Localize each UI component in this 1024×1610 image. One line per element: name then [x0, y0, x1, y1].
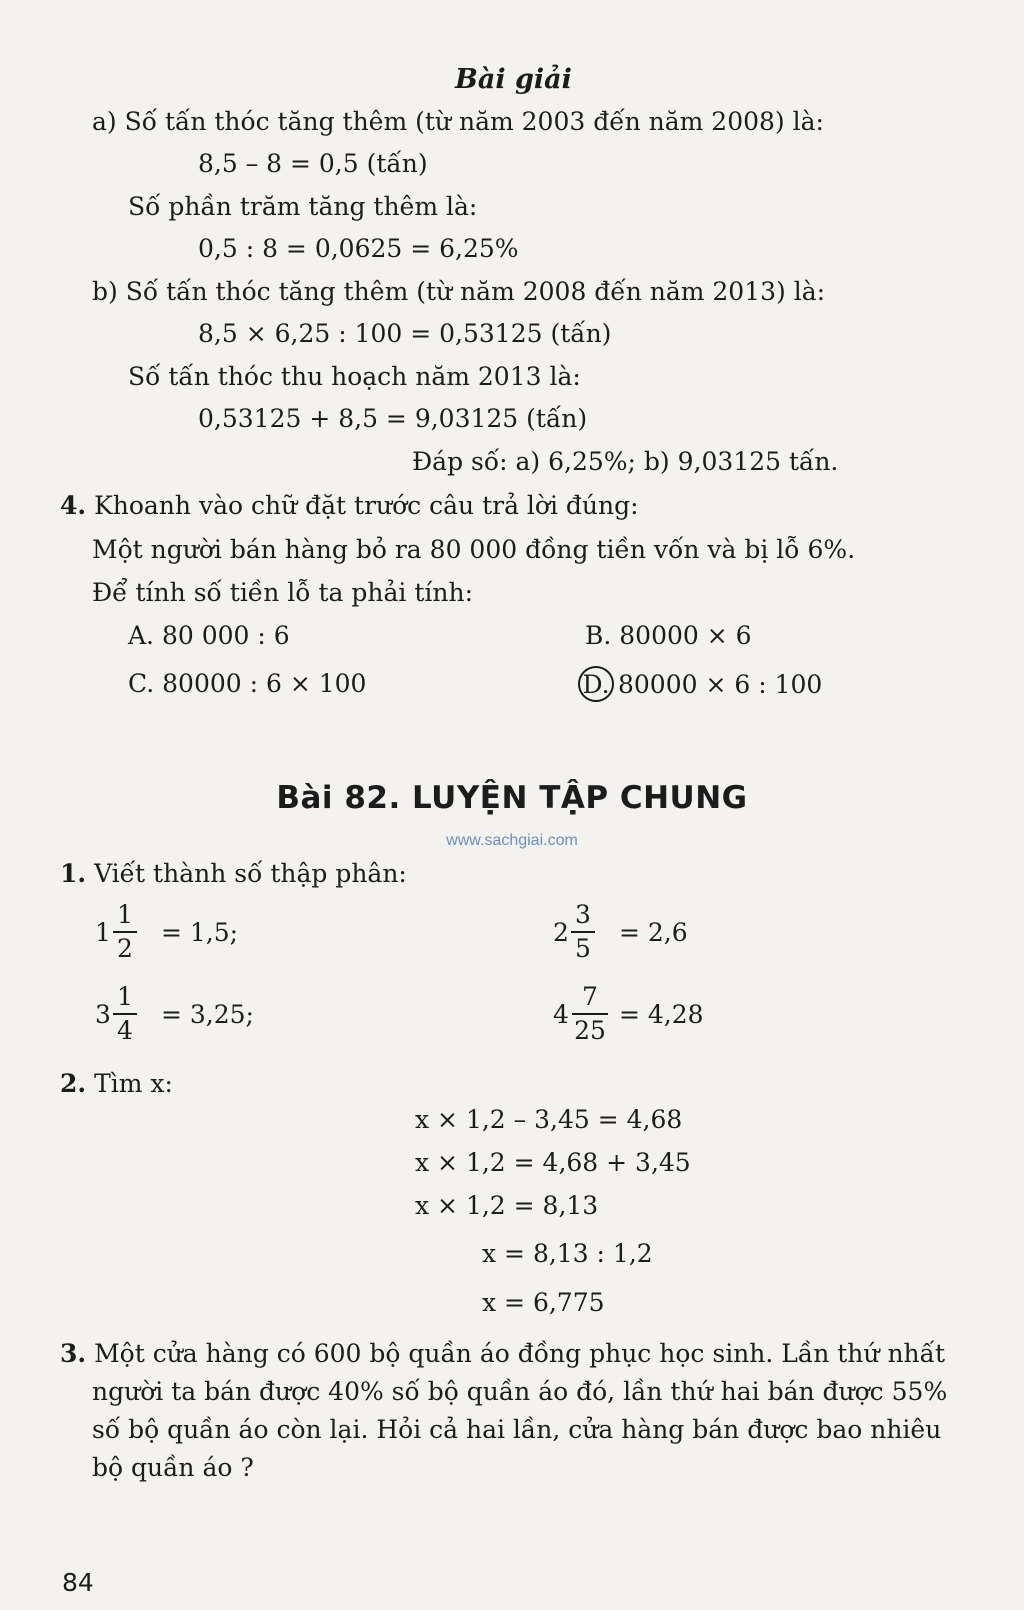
- ex2-prompt-text: Tìm x:: [94, 1069, 173, 1098]
- watermark-url: www.sachgiai.com: [446, 832, 578, 849]
- fraction-bar: [113, 931, 137, 933]
- mixed-fraction-2: [553, 900, 773, 972]
- ex2-step-5: x = 6,775: [482, 1288, 605, 1317]
- part-a-line2: Số phần trăm tăng thêm là:: [128, 192, 478, 221]
- ex3-line3: số bộ quần áo còn lại. Hỏi cả hai lần, cửa hàng bán được bao nhiêu: [92, 1415, 942, 1444]
- page-number: 84: [62, 1568, 94, 1597]
- ex3-line1-text: Một cửa hàng có 600 bộ quần áo đồng phục học sinh. Lần thứ nhất: [94, 1339, 946, 1368]
- fraction-numerator: 1: [117, 900, 133, 929]
- part-b-line1: b) Số tấn thóc tăng thêm (từ năm 2008 đến năm 2013) là:: [92, 277, 826, 306]
- ex2-step-2: x × 1,2 = 4,68 + 3,45: [415, 1148, 691, 1177]
- ex3-line2: người ta bán được 40% số bộ quần áo đó, lần thứ hai bán được 55%: [92, 1377, 948, 1406]
- q4-prompt: [60, 490, 639, 522]
- fraction-part: [571, 900, 595, 964]
- fraction-part: [113, 900, 137, 964]
- part-a-calc1: 8,5 – 8 = 0,5 (tấn): [198, 149, 428, 178]
- ex3-line4: bộ quần áo ?: [92, 1453, 254, 1482]
- part-b-line2: Số tấn thóc thu hoạch năm 2013 là:: [128, 362, 581, 391]
- part-b-calc2: 0,53125 + 8,5 = 9,03125 (tấn): [198, 404, 588, 433]
- mixed-fraction-1: [95, 900, 315, 972]
- fraction-result: = 2,6: [619, 918, 688, 947]
- q4-option-c: C. 80000 : 6 × 100: [128, 669, 367, 698]
- ex3-number: 3.: [60, 1339, 87, 1368]
- fraction-denominator: 2: [117, 934, 133, 963]
- part-a-calc2: 0,5 : 8 = 0,0625 = 6,25%: [198, 234, 519, 263]
- lesson-title: Bài 82. LUYỆN TẬP CHUNG: [276, 780, 748, 816]
- fraction-numerator: 3: [575, 900, 591, 929]
- answer-circle: D.: [578, 666, 614, 702]
- ex1-prompt-text: Viết thành số thập phân:: [94, 859, 407, 888]
- ex2-prompt: [60, 1068, 173, 1100]
- q4-option-b: B. 80000 × 6: [585, 621, 752, 650]
- fraction-numerator: 1: [117, 982, 133, 1011]
- part-a-line1: a) Số tấn thóc tăng thêm (từ năm 2003 đến năm 2008) là:: [92, 107, 824, 136]
- fraction-bar: [572, 1013, 608, 1015]
- ex1-prompt: [60, 858, 407, 890]
- mixed-fraction-4: [553, 982, 773, 1054]
- ex2-number: 2.: [60, 1069, 87, 1098]
- fraction-part: [113, 982, 137, 1046]
- fraction-denominator: 5: [575, 934, 591, 963]
- fraction-result: = 4,28: [619, 1000, 704, 1029]
- fraction-bar: [113, 1013, 137, 1015]
- fraction-denominator: 25: [574, 1016, 606, 1045]
- mixed-fraction-3: [95, 982, 315, 1054]
- fraction-whole: 2: [553, 918, 569, 947]
- fraction-whole: 3: [95, 1000, 111, 1029]
- q4-line1: Một người bán hàng bỏ ra 80 000 đồng tiền vốn và bị lỗ 6%.: [92, 535, 856, 564]
- part-b-answer: Đáp số: a) 6,25%; b) 9,03125 tấn.: [412, 447, 839, 476]
- fraction-part: [572, 982, 608, 1046]
- fraction-denominator: 4: [117, 1016, 133, 1045]
- fraction-whole: 1: [95, 918, 111, 947]
- ex1-number: 1.: [60, 859, 87, 888]
- q4-line2: Để tính số tiền lỗ ta phải tính:: [92, 578, 473, 607]
- fraction-result: = 3,25;: [161, 1000, 254, 1029]
- fraction-result: = 1,5;: [161, 918, 239, 947]
- q4-prompt-text: Khoanh vào chữ đặt trước câu trả lời đúng:: [94, 491, 639, 520]
- q4-option-d: [578, 666, 822, 702]
- q4-option-a: A. 80 000 : 6: [128, 621, 290, 650]
- fraction-numerator: 7: [582, 982, 598, 1011]
- solution-heading: Bài giải: [455, 64, 572, 95]
- part-b-calc1: 8,5 × 6,25 : 100 = 0,53125 (tấn): [198, 319, 612, 348]
- ex2-step-1: x × 1,2 – 3,45 = 4,68: [415, 1105, 683, 1134]
- fraction-whole: 4: [553, 1000, 569, 1029]
- ex3-line1: [60, 1338, 945, 1370]
- ex2-step-4: x = 8,13 : 1,2: [482, 1239, 653, 1268]
- q4-number: 4.: [60, 491, 87, 520]
- q4-option-d-text: 80000 × 6 : 100: [618, 670, 823, 699]
- fraction-bar: [571, 931, 595, 933]
- ex2-step-3: x × 1,2 = 8,13: [415, 1191, 599, 1220]
